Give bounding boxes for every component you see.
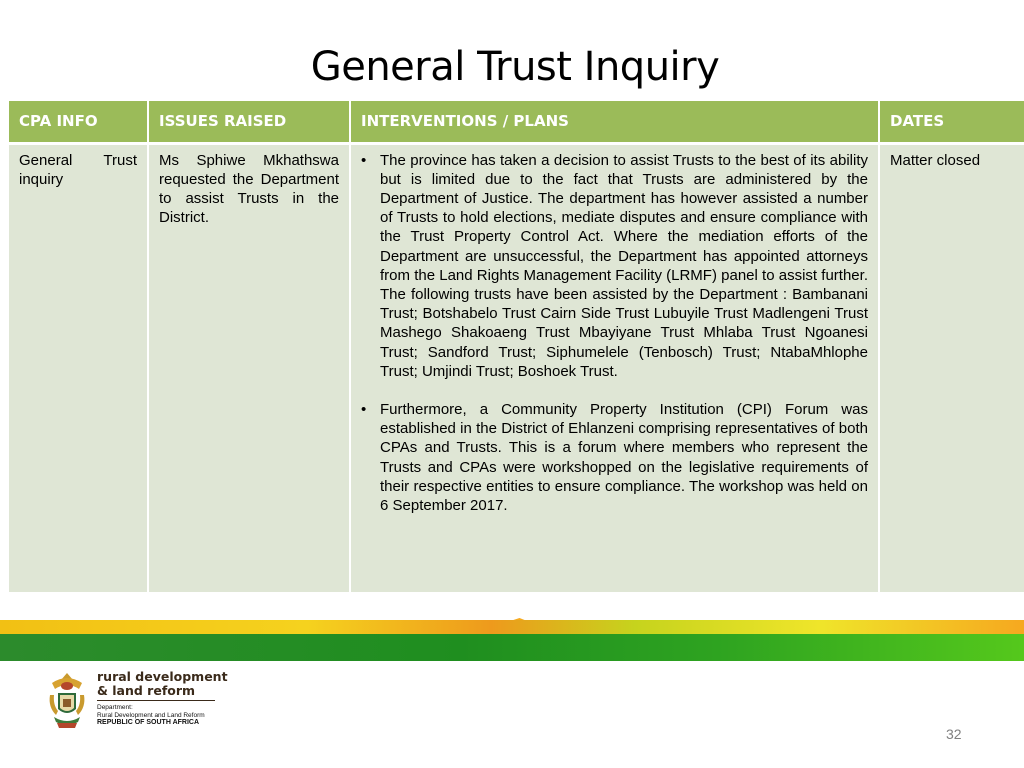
department-logo	[97, 670, 228, 727]
intervention-text: Furthermore, a Community Property Institution (CPI) Forum was established in the District of Ehlanzeni comprising representatives of both CPAs and Trusts. This is a forum where members who represent the Trusts and CPAs were workshopped on the legislative requirements of their respective entities to ensure compliance. The workshop was held on 6 September 2017.	[380, 400, 868, 514]
logo-line-rural-development: rural development	[97, 669, 228, 684]
cpa-info-text: General Trust inquiry	[19, 151, 137, 188]
logo-divider	[97, 700, 215, 701]
interventions-list	[361, 151, 868, 516]
column-header-dates: DATES	[879, 101, 1024, 143]
cell-cpa-info	[9, 143, 148, 592]
logo-department-name: Rural Development and Land Reform	[97, 711, 205, 719]
footer-band-green	[0, 634, 1024, 661]
issues-raised-text: Ms Sphiwe Mkhathswa requested the Department to assist Trusts in the District.	[159, 151, 339, 227]
bullet-icon: •	[361, 400, 367, 418]
list-item	[361, 400, 868, 515]
dates-text: Matter closed	[890, 151, 981, 169]
bullet-icon: •	[361, 151, 367, 169]
column-header-issues-raised: ISSUES RAISED	[148, 101, 350, 143]
page-number: 32	[946, 726, 962, 742]
column-header-cpa-info: CPA INFO	[9, 101, 148, 143]
logo-country: REPUBLIC OF SOUTH AFRICA	[97, 719, 200, 726]
table-header-row	[9, 101, 1024, 143]
table-row	[9, 143, 1024, 592]
list-item	[361, 151, 868, 381]
footer-band-yellow	[0, 620, 1024, 634]
cell-dates	[879, 143, 1024, 592]
cell-issues-raised	[148, 143, 350, 592]
trust-inquiry-table	[9, 101, 1024, 592]
coat-of-arms-icon	[46, 671, 88, 731]
column-header-interventions: INTERVENTIONS / PLANS	[350, 101, 879, 143]
logo-line-land-reform: & land reform	[97, 683, 196, 698]
logo-department-label: Department:	[97, 704, 133, 711]
intervention-text: The province has taken a decision to assist Trusts to the best of its ability but is limited due to the fact that Trusts are administered by the Department of Justice. The department has however assisted a number of Trusts to hold elections, mediate disputes and ensure compliance with the Trust Property Control Act. Where the mediation efforts of the Department are unsuccessful, the Department has appointed attorneys from the Land Rights Management Facility (LRMF) panel to assist further. The following trusts have been assisted by the Department : Bambanani Trust; Botshabelo Trust Cairn Side Trust Lubuyile Trust Madlengeni Trust Mashego Shakoaeng Trust Mbayiyane Trust Mhlaba Trust Ngoanesi Trust; Sandford Trust; Siphumelele (Tenbosch) Trust; NtabaMhlophe Trust; Umjindi Trust; Boshoek Trust.	[380, 151, 868, 380]
cell-interventions	[350, 143, 879, 592]
slide-title: General Trust Inquiry	[310, 44, 720, 90]
